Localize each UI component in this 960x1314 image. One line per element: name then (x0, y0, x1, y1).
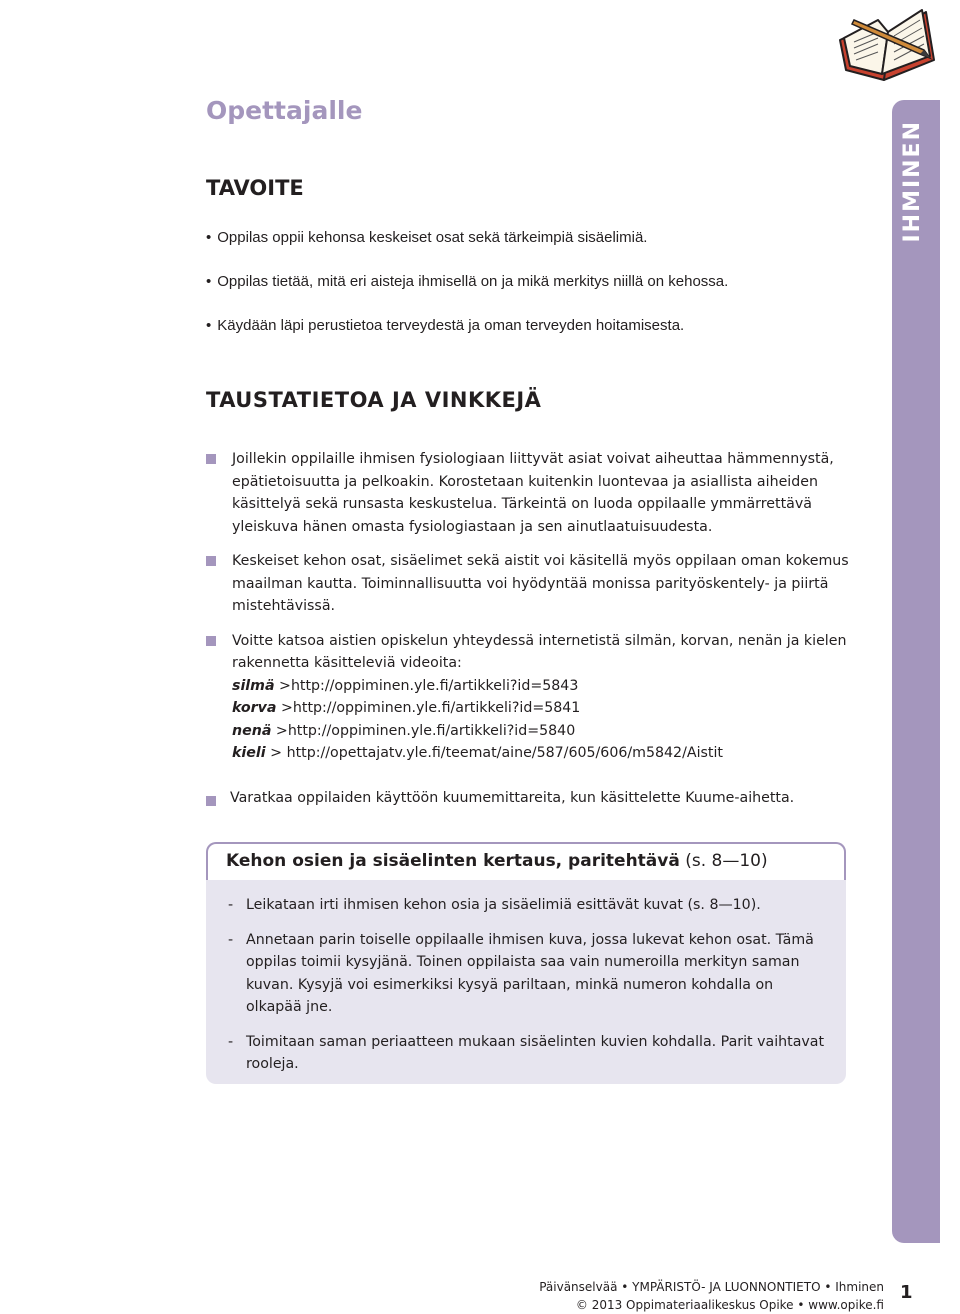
page-title: Opettajalle (206, 96, 363, 125)
video-link-kieli[interactable] (232, 742, 866, 765)
exercise-step (228, 894, 828, 917)
dash-bullet-icon: - (228, 931, 234, 948)
tip-text: Voitte katsoa aistien opiskelun yhteydessä internetistä silmän, korvan, nenän ja kielen rakennetta käsitteleviä videoita: (232, 632, 847, 671)
exercise-steps (228, 894, 828, 1076)
tip-item-thermometer (206, 790, 794, 806)
exercise-pages: (s. 8—10) (685, 851, 768, 871)
goals-heading: TAVOITE (206, 176, 304, 200)
goal-text: Oppilas tietää, mitä eri aisteja ihmisellä on ja mikä merkitys niillä on kehossa. (217, 273, 729, 290)
square-bullet-icon (206, 636, 216, 646)
link-label: kieli (232, 745, 266, 761)
bullet-icon: • (206, 317, 212, 334)
link-label: korva (232, 700, 277, 716)
tip-item (206, 448, 866, 538)
link-separator: > (276, 700, 293, 716)
exercise-title (226, 851, 768, 871)
link-label: silmä (232, 677, 275, 694)
page-number: 1 (900, 1282, 913, 1303)
dash-bullet-icon: - (228, 897, 234, 913)
video-link-silma[interactable] (232, 675, 866, 698)
bullet-icon: • (206, 273, 212, 290)
bullet-icon: • (206, 229, 212, 246)
goal-item (206, 229, 647, 246)
exercise-step-text: Annetaan parin toiselle oppilaalle ihmisen kuva, jossa lukevat kehon osat. Tämä oppilas toimii kysyjänä. Toinen oppilaista saa vain numeroilla merkityn saman kuvan. Kysyjä voi esimerkiksi kysyä pariltaan, minkä numeron kohdalla on olkapää jne. (246, 931, 814, 1015)
tip-text: Joillekin oppilaille ihmisen fysiologiaan liittyvät asiat voivat aiheuttaa hämmennystä, epätietoisuutta ja pelkoakin. Korostetaan kuitenkin luontevaa ja asiallista aiheiden käsittelyä sekä runsasta keskustelua. Tärkeintä on luoda oppilaalle ymmärrettävä yleiskuva hänen omasta fysiologiastaan ja sen ainutlaatuisuudesta. (232, 451, 834, 535)
goal-item (206, 273, 728, 290)
exercise-step-text: Leikataan irti ihmisen kehon osia ja sisäelimiä esittävät kuvat (s. 8—10). (246, 897, 761, 913)
link-separator: > (274, 677, 291, 694)
tip-item (206, 550, 866, 618)
square-bullet-icon (206, 454, 216, 464)
footer-series: Päivänselvää • YMPÄRISTÖ- JA LUONNONTIETO • Ihminen (539, 1280, 884, 1294)
book-and-pen-icon (834, 0, 938, 84)
link-separator: > (265, 745, 287, 761)
footer-copyright: © 2013 Oppimateriaalikeskus Opike • www.opike.fi (575, 1298, 884, 1312)
tip-text: Varatkaa oppilaiden käyttöön kuumemittareita, kun käsittelette Kuume-aihetta. (230, 790, 795, 806)
square-bullet-icon (206, 796, 216, 806)
video-link-nena[interactable] (232, 720, 866, 743)
exercise-box-header (206, 842, 846, 880)
goal-text: Oppilas oppii kehonsa keskeiset osat sekä tärkeimpiä sisäelimiä. (217, 229, 648, 246)
dash-bullet-icon: - (228, 1033, 234, 1050)
side-tab-label: IHMINEN (900, 120, 925, 243)
link-url[interactable]: http://oppiminen.yle.fi/artikkeli?id=5841 (292, 700, 581, 716)
goal-item (206, 317, 684, 334)
link-label: nenä (232, 722, 272, 739)
link-url[interactable]: http://opettajatv.yle.fi/teemat/aine/587/605/606/m5842/Aistit (286, 745, 723, 761)
tip-text: Keskeiset kehon osat, sisäelimet sekä aistit voi käsitellä myös oppilaan oman kokemus maailman kautta. Toiminnallisuutta voi hyödyntää monissa parityöskentely- ja piirtä mistehtävissä. (232, 553, 849, 614)
tips-list (206, 448, 866, 765)
link-url[interactable]: http://oppiminen.yle.fi/artikkeli?id=5843 (290, 677, 579, 694)
exercise-step-text: Toimitaan saman periaatteen mukaan sisäelinten kuvien kohdalla. Parit vaihtavat rooleja. (246, 1033, 825, 1072)
square-bullet-icon (206, 556, 216, 566)
link-url[interactable]: http://oppiminen.yle.fi/artikkeli?id=5840 (287, 722, 576, 739)
exercise-step (228, 929, 828, 1019)
video-link-korva[interactable] (232, 697, 866, 720)
link-separator: > (271, 722, 288, 739)
exercise-title-text: Kehon osien ja sisäelinten kertaus, paritehtävä (226, 851, 680, 871)
side-tab (892, 100, 940, 1243)
exercise-step (228, 1031, 828, 1076)
tip-item (206, 630, 866, 765)
background-heading: TAUSTATIETOA JA VINKKEJÄ (206, 388, 542, 412)
exercise-box (206, 842, 846, 1084)
goal-text: Käydään läpi perustietoa terveydestä ja oman terveyden hoitamisesta. (217, 317, 685, 334)
